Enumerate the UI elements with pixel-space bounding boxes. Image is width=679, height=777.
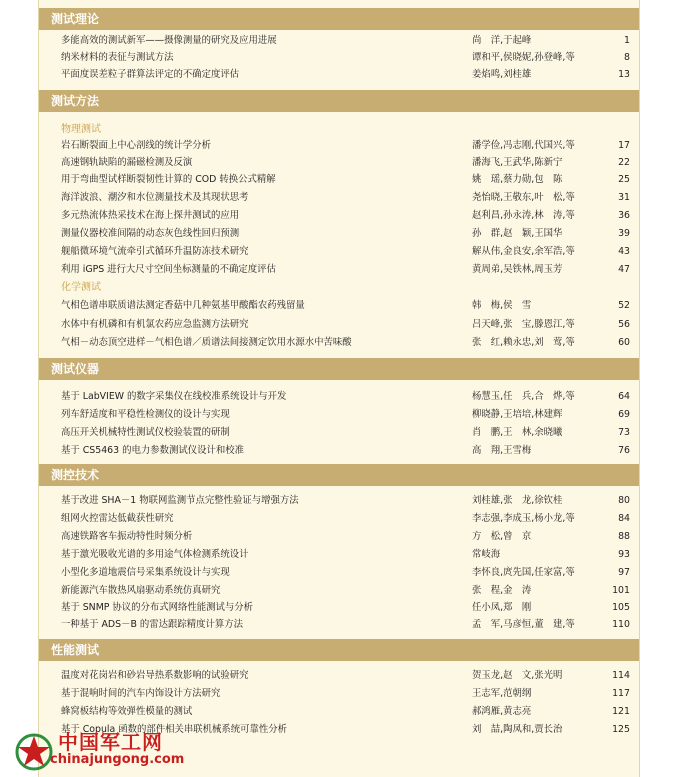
toc-entry[interactable] <box>39 565 639 581</box>
entry-page: 52 <box>618 300 630 311</box>
entry-title: 基于 CS5463 的电力参数测试仪设计和校准 <box>61 445 244 456</box>
entry-authors: 贺玉龙,赵 文,张光明 <box>472 670 563 681</box>
entry-title: 基于 LabVIEW 的数字采集仪在线校准系统设计与开发 <box>61 391 287 402</box>
toc-entry[interactable] <box>39 425 639 441</box>
entry-authors: 刘桂雄,张 龙,徐钦桂 <box>472 495 563 506</box>
entry-title: 气相色谱串联质谱法测定香菇中几种氨基甲酸酯农药残留量 <box>61 300 305 311</box>
entry-page: 39 <box>618 228 630 239</box>
section-title: 测试理论 <box>51 12 100 26</box>
entry-authors: 孟 军,马彦恒,董 建,等 <box>472 619 575 630</box>
entry-page: 43 <box>618 246 630 257</box>
entry-title: 用于弯曲型试样断裂韧性计算的 COD 转换公式精解 <box>61 174 276 185</box>
entry-authors: 郝鸿雁,黄志亮 <box>472 706 532 717</box>
entry-page: 110 <box>612 619 630 630</box>
entry-authors: 姚 瑶,蔡力勋,包 陈 <box>472 174 563 185</box>
toc-entry[interactable] <box>39 583 639 599</box>
watermark-logo <box>14 730 234 772</box>
toc-entry[interactable] <box>39 511 639 527</box>
entry-authors: 潘海飞,王武华,陈新宁 <box>472 157 563 168</box>
entry-page: 76 <box>618 445 630 456</box>
section-title: 测控技术 <box>51 468 100 482</box>
entry-page: 105 <box>612 602 630 613</box>
entry-page: 101 <box>612 585 630 596</box>
entry-authors: 李怀良,庹先国,任家富,等 <box>472 567 575 578</box>
entry-page: 22 <box>618 157 630 168</box>
entry-title: 测量仪器校准间隔的动态灰色线性回归预测 <box>61 228 240 239</box>
entry-authors: 张 程,金 涛 <box>472 585 532 596</box>
entry-title: 列车舒适度和平稳性检测仪的设计与实现 <box>61 409 230 420</box>
entry-authors: 潘学俭,冯志刚,代国兴,等 <box>472 140 575 151</box>
entry-title: 岩石断裂面上中心剖线的统计学分析 <box>61 140 212 151</box>
toc-entry[interactable] <box>39 600 639 616</box>
entry-authors: 刘 喆,陶凤和,贾长治 <box>472 724 563 735</box>
entry-authors: 方 松,曾 京 <box>472 531 532 542</box>
entry-title: 多能高效的测试新军——摄像测量的研究及应用进展 <box>61 35 277 46</box>
entry-authors: 黄周弟,吴铁林,周玉芳 <box>472 264 563 275</box>
entry-page: 25 <box>618 174 630 185</box>
entry-page: 88 <box>618 531 630 542</box>
entry-page: 1 <box>624 35 630 46</box>
entry-title: 蜂窝板结构等效弹性模量的测试 <box>61 706 193 717</box>
toc-entry[interactable] <box>39 493 639 509</box>
entry-page: 121 <box>612 706 630 717</box>
entry-title: 新能源汽车散热风扇驱动系统仿真研究 <box>61 585 221 596</box>
toc-entry[interactable] <box>39 317 639 333</box>
entry-page: 36 <box>618 210 630 221</box>
watermark-url: chinajungong.com <box>50 752 185 767</box>
entry-page: 60 <box>618 337 630 348</box>
entry-title: 一种基于 ADS－B 的雷达跟踪精度计算方法 <box>61 619 243 630</box>
toc-entry[interactable] <box>39 244 639 260</box>
toc-entry[interactable] <box>39 155 639 171</box>
entry-authors: 吕天峰,张 宝,滕恩江,等 <box>472 319 575 330</box>
section-header-theory <box>39 8 639 30</box>
entry-title: 组网火控雷达低截获性研究 <box>61 513 174 524</box>
entry-page: 84 <box>618 513 630 524</box>
toc-entry[interactable] <box>39 335 639 351</box>
entry-title: 温度对花岗岩和砂岩导热系数影响的试验研究 <box>61 670 249 681</box>
entry-title: 基于混响时间的汽车内饰设计方法研究 <box>61 688 221 699</box>
entry-authors: 杨慧玉,任 兵,合 烨,等 <box>472 391 575 402</box>
entry-title: 基于激光吸收光谱的多用途气体检测系统设计 <box>61 549 249 560</box>
toc-entry[interactable] <box>39 529 639 545</box>
entry-title: 平面度误差粒子群算法评定的不确定度评估 <box>61 69 240 80</box>
toc-entry[interactable] <box>39 617 639 633</box>
entry-authors: 韩 梅,侯 雪 <box>472 300 532 311</box>
entry-title: 水体中有机磷和有机氯农药应急监测方法研究 <box>61 319 249 330</box>
toc-entry[interactable] <box>39 262 639 278</box>
entry-authors: 解从伟,金良安,余军浩,等 <box>472 246 575 257</box>
section-header-instruments <box>39 358 639 380</box>
entry-page: 97 <box>618 567 630 578</box>
entry-page: 125 <box>612 724 630 735</box>
entry-title: 高压开关机械特性测试仪校验装置的研制 <box>61 427 230 438</box>
entry-title: 基于 SNMP 协议的分布式网络性能测试与分析 <box>61 602 254 613</box>
entry-authors: 肖 鹏,王 林,余晓曦 <box>472 427 563 438</box>
entry-page: 114 <box>612 670 630 681</box>
toc-entry[interactable] <box>39 190 639 206</box>
entry-authors: 姜焰鸣,刘桂雄 <box>472 69 532 80</box>
toc-entry[interactable] <box>39 50 639 66</box>
subheading-chemical: 化学测试 <box>61 282 101 293</box>
entry-title: 高速钢轨缺陷的漏磁检测及反演 <box>61 157 193 168</box>
section-header-performance <box>39 639 639 661</box>
entry-authors: 张 红,赖永忠,刘 莺,等 <box>472 337 575 348</box>
entry-authors: 王志军,范朝纲 <box>472 688 532 699</box>
entry-page: 64 <box>618 391 630 402</box>
entry-title: 利用 iGPS 进行大尺寸空间坐标测量的不确定度评估 <box>61 264 276 275</box>
entry-title: 基于改进 SHA－1 物联网监测节点完整性验证与增强方法 <box>61 495 299 506</box>
entry-page: 80 <box>618 495 630 506</box>
entry-title: 小型化多道地震信号采集系统设计与实现 <box>61 567 230 578</box>
toc-entry[interactable] <box>39 138 639 154</box>
toc-entry[interactable] <box>39 686 639 702</box>
subheading-physical: 物理测试 <box>61 124 101 135</box>
entry-authors: 孙 群,赵 颖,王国华 <box>472 228 563 239</box>
entry-authors: 谭和平,侯晓妮,孙登峰,等 <box>472 52 575 63</box>
entry-page: 17 <box>618 140 630 151</box>
entry-page: 13 <box>618 69 630 80</box>
entry-page: 56 <box>618 319 630 330</box>
toc-entry[interactable] <box>39 407 639 423</box>
entry-authors: 高 翔,王雪梅 <box>472 445 532 456</box>
entry-title: 气相－动态顶空进样－气相色谱／质谱法间接测定饮用水源水中苦味酸 <box>61 337 352 348</box>
toc-entry[interactable] <box>39 33 639 49</box>
toc-entry[interactable] <box>39 67 639 83</box>
entry-authors: 尧怡晓,王敬东,叶 松,等 <box>472 192 575 203</box>
entry-authors: 赵利昌,孙永涛,林 涛,等 <box>472 210 575 221</box>
toc-entry[interactable] <box>39 226 639 242</box>
section-title: 性能测试 <box>51 643 100 657</box>
entry-title: 基于 Copula 函数的部件相关串联机械系统可靠性分析 <box>61 724 287 735</box>
toc-entry[interactable] <box>39 389 639 405</box>
entry-page: 117 <box>612 688 630 699</box>
star-emblem-icon <box>14 732 54 772</box>
entry-page: 69 <box>618 409 630 420</box>
toc-entry[interactable] <box>39 443 639 459</box>
entry-title: 纳米材料的表征与测试方法 <box>61 52 174 63</box>
toc-entry[interactable] <box>39 547 639 563</box>
entry-title: 高速铁路客车振动特性时频分析 <box>61 531 193 542</box>
toc-entry[interactable] <box>39 704 639 720</box>
toc-entry[interactable] <box>39 298 639 314</box>
entry-title: 多元热流体热采技术在海上探井测试的应用 <box>61 210 240 221</box>
watermark-title: 中国军工网 <box>58 730 163 754</box>
entry-title: 舰船微环境气流牵引式循环升温防冻技术研究 <box>61 246 249 257</box>
entry-page: 47 <box>618 264 630 275</box>
entry-authors: 任小凤,郑 刚 <box>472 602 532 613</box>
section-header-control <box>39 464 639 486</box>
section-title: 测试方法 <box>51 94 100 108</box>
entry-authors: 柳晓静,王培培,林建辉 <box>472 409 563 420</box>
entry-title: 海洋波浪、潮汐和水位测量技术及其现状思考 <box>61 192 249 203</box>
section-title: 测试仪器 <box>51 362 100 376</box>
toc-entry[interactable] <box>39 172 639 188</box>
entry-authors: 常岐海 <box>472 549 501 560</box>
section-header-methods <box>39 90 639 112</box>
entry-page: 8 <box>624 52 630 63</box>
entry-authors: 尚 洋,于起峰 <box>472 35 532 46</box>
toc-entry[interactable] <box>39 208 639 224</box>
entry-page: 73 <box>618 427 630 438</box>
entry-page: 31 <box>618 192 630 203</box>
toc-page <box>38 0 640 777</box>
entry-page: 93 <box>618 549 630 560</box>
entry-authors: 李志强,李成玉,杨小龙,等 <box>472 513 575 524</box>
toc-entry[interactable] <box>39 668 639 684</box>
